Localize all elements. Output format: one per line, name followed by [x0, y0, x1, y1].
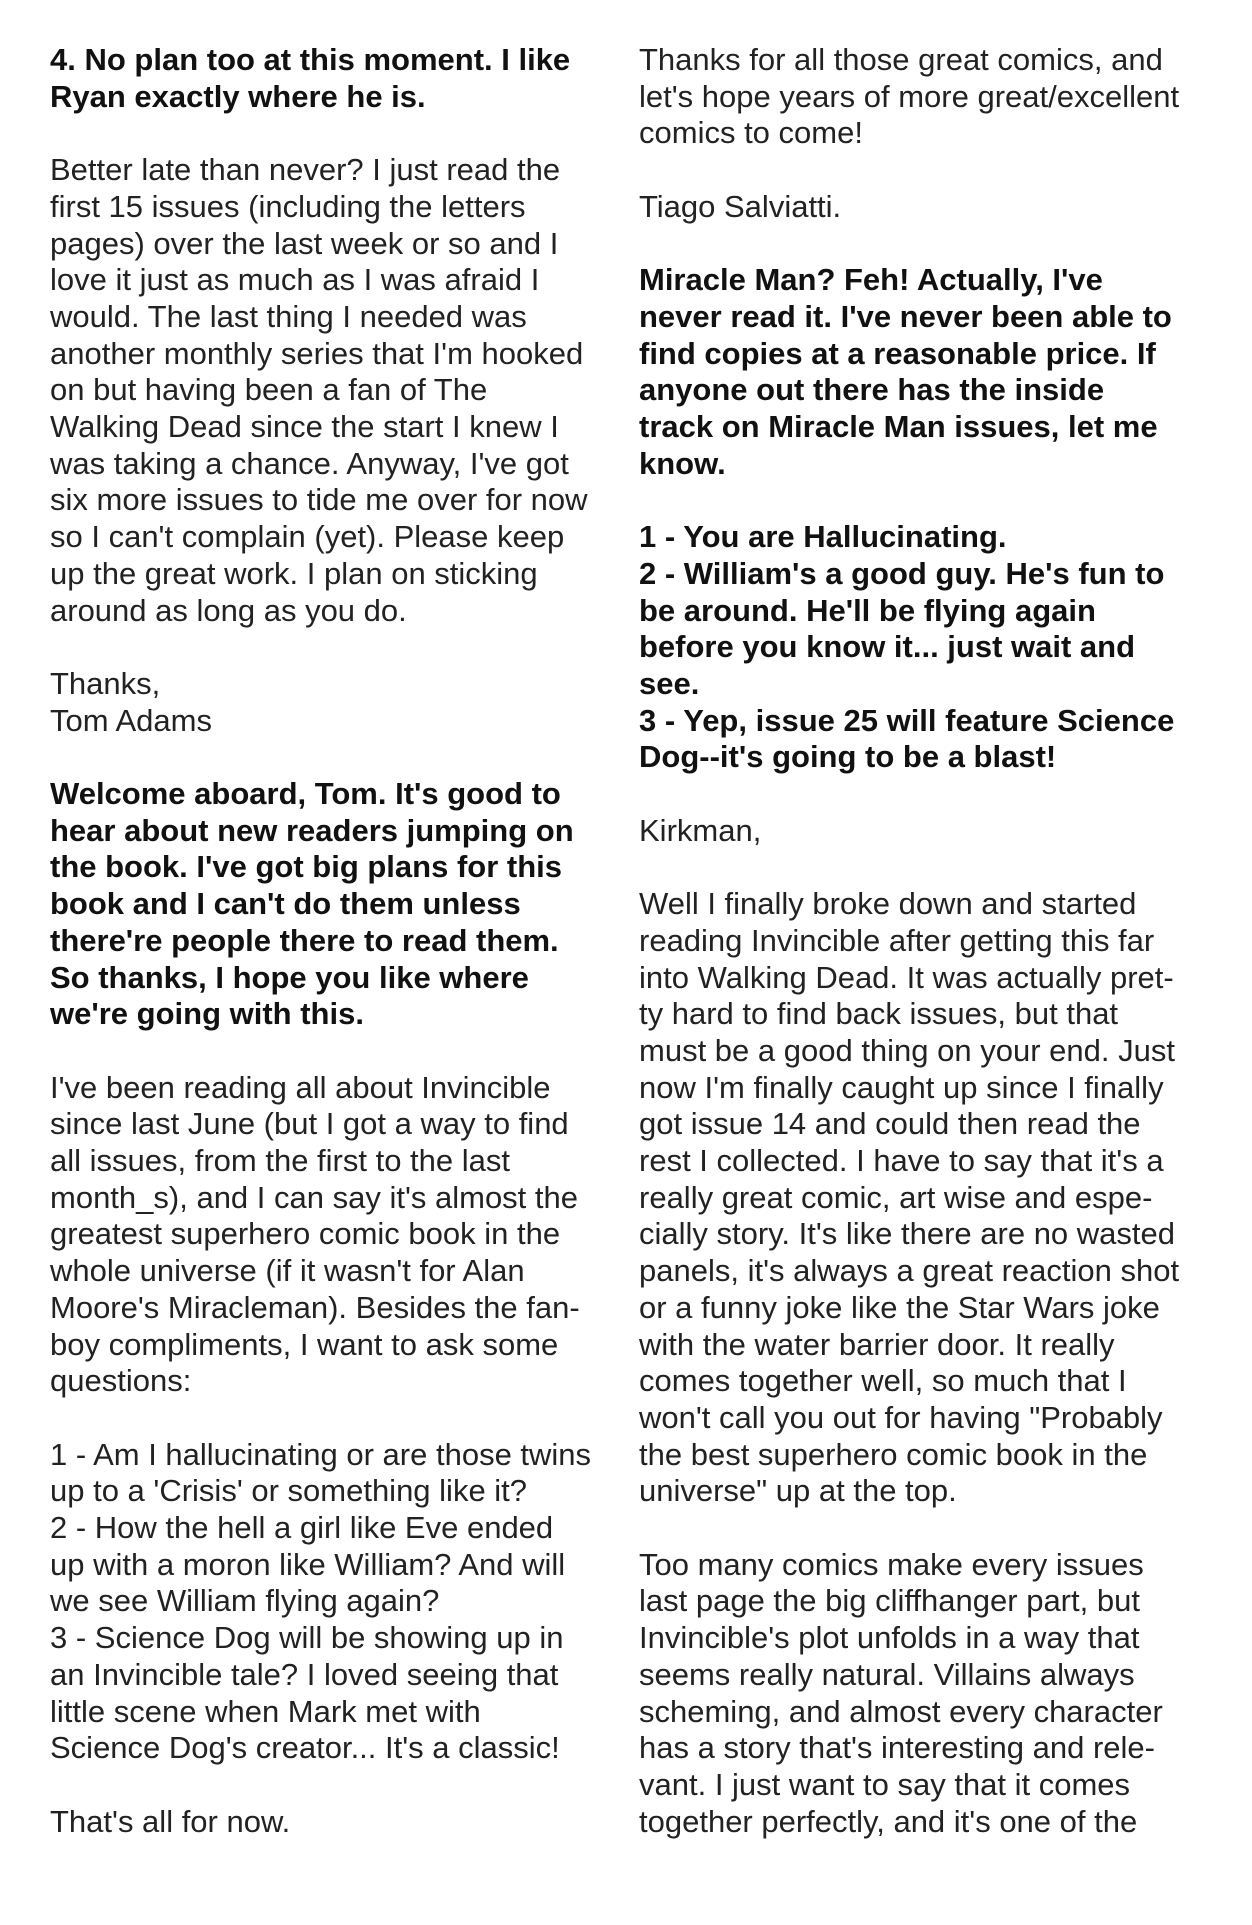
text-line: Miracle Man? Feh! Actually, I've	[639, 262, 1103, 298]
text-line: never read it. I've never been able to	[639, 298, 1172, 334]
text-line: we're going with this.	[50, 996, 364, 1032]
left-editor-reply	[50, 776, 610, 1033]
text-line: around as long as you do.	[50, 592, 407, 628]
text-line: won't call you out for having "Probably	[639, 1399, 1163, 1435]
text-line: pages) over the last week or so and I	[50, 225, 559, 261]
text-line: reading Invincible after getting this far	[639, 922, 1155, 958]
text-line: Walking Dead since the start I knew I	[50, 409, 559, 445]
text-line: Kirkman,	[639, 812, 762, 848]
text-line: Too many comics make every issues	[639, 1546, 1144, 1582]
text-line: Better late than never? I just read the	[50, 152, 561, 188]
text-line: Dog--it's going to be a blast!	[639, 739, 1057, 775]
right-letter-paragraph	[639, 42, 1209, 152]
text-line: rest I collected. I have to say that it's a	[639, 1143, 1164, 1179]
text-line: hear about new readers jumping on	[50, 812, 574, 848]
text-line: let's hope years of more great/excellent	[639, 78, 1180, 114]
text-line: questions:	[50, 1363, 192, 1399]
text-line: Thanks for all those great comics, and	[639, 42, 1163, 77]
text-line: 1 - Am I hallucinating or are those twins	[50, 1436, 592, 1472]
text-line: comics to come!	[639, 115, 863, 151]
text-line: now I'm finally caught up since I finally	[639, 1069, 1164, 1105]
text-line: Moore's Miracleman). Besides the fan-	[50, 1289, 580, 1325]
text-line: anyone out there has the inside	[639, 372, 1105, 408]
right-letter-paragraph	[639, 1547, 1209, 1841]
text-line: there're people there to read them.	[50, 922, 559, 958]
text-line: must be a good thing on your end. Just	[639, 1032, 1175, 1068]
right-editor-reply	[639, 262, 1209, 482]
right-letter-paragraph	[639, 886, 1209, 1510]
text-line: with the water barrier door. It really	[639, 1326, 1115, 1362]
left-letter-paragraph	[50, 152, 610, 629]
text-line: Tom Adams	[50, 702, 212, 738]
text-line: 3 - Science Dog will be showing up in	[50, 1620, 564, 1656]
text-line: see.	[639, 665, 700, 701]
text-line: greatest superhero comic book in the	[50, 1216, 561, 1252]
right-column	[639, 42, 1209, 1877]
text-line: we see William flying again?	[50, 1583, 440, 1619]
text-line: last page the big cliffhanger part, but	[639, 1583, 1140, 1619]
text-line: vant. I just want to say that it comes	[639, 1766, 1131, 1802]
text-line: up to a 'Crisis' or something like it?	[50, 1473, 528, 1509]
left-letter-paragraph	[50, 666, 610, 739]
text-line: That's all for now.	[50, 1803, 291, 1839]
right-editor-reply	[639, 519, 1209, 776]
text-line: Well I finally broke down and started	[639, 886, 1137, 922]
text-line: up with a moron like William? And will	[50, 1546, 566, 1582]
text-line: since last June (but I got a way to find	[50, 1106, 569, 1142]
text-line: on but having been a fan of The	[50, 372, 488, 408]
text-line: ty hard to find back issues, but that	[639, 996, 1119, 1032]
text-line: track on Miracle Man issues, let me	[639, 409, 1158, 444]
text-line: 2 - How the hell a girl like Eve ended	[50, 1510, 554, 1546]
text-line: know.	[639, 445, 726, 481]
text-line: So thanks, I hope you like where	[50, 959, 529, 995]
text-line: find copies at a reasonable price. If	[639, 335, 1156, 371]
text-line: 4. No plan too at this moment. I like	[50, 42, 571, 77]
text-line: into Walking Dead. It was actually pret-	[639, 959, 1174, 995]
text-line: first 15 issues (including the letters	[50, 188, 526, 224]
text-line: universe" up at the top.	[639, 1473, 957, 1509]
text-line: the book. I've got big plans for this	[50, 849, 562, 885]
text-line: Science Dog's creator... It's a classic!	[50, 1730, 560, 1766]
text-line: boy compliments, I want to ask some	[50, 1326, 559, 1362]
text-line: before you know it... just wait and	[639, 629, 1136, 665]
left-editor-reply	[50, 42, 610, 115]
text-line: book and I can't do them unless	[50, 886, 521, 922]
text-line: really great comic, art wise and espe-	[639, 1179, 1153, 1215]
text-line: comes together well, so much that I	[639, 1363, 1127, 1399]
text-line: so I can't complain (yet). Please keep	[50, 519, 565, 555]
right-letter-paragraph	[639, 813, 1209, 850]
left-letter-paragraph	[50, 1070, 610, 1400]
text-line: was taking a chance. Anyway, I've got	[50, 445, 569, 481]
left-column	[50, 42, 610, 1877]
text-line: I've been reading all about Invincible	[50, 1069, 551, 1105]
text-line: would. The last thing I needed was	[50, 298, 527, 334]
left-letter-paragraph	[50, 1804, 610, 1841]
text-line: all issues, from the first to the last	[50, 1143, 511, 1179]
text-line: Welcome aboard, Tom. It's good to	[50, 776, 561, 812]
text-line: 1 - You are Hallucinating.	[639, 519, 1007, 555]
text-line: love it just as much as I was afraid I	[50, 262, 540, 298]
text-line: Tiago Salviatti.	[639, 188, 842, 224]
text-line: little scene when Mark met with	[50, 1693, 481, 1729]
text-line: or a funny joke like the Star Wars joke	[639, 1289, 1160, 1325]
text-line: be around. He'll be flying again	[639, 592, 1096, 628]
text-line: together perfectly, and it's one of the	[639, 1803, 1138, 1839]
text-line: Ryan exactly where he is.	[50, 78, 426, 114]
text-line: another monthly series that I'm hooked	[50, 335, 584, 371]
text-line: Invincible's plot unfolds in a way that	[639, 1620, 1140, 1656]
text-line: whole universe (if it wasn't for Alan	[50, 1253, 525, 1289]
text-line: has a story that's interesting and rele-	[639, 1730, 1155, 1766]
text-line: month_s), and I can say it's almost the	[50, 1179, 578, 1215]
text-line: got issue 14 and could then read the	[639, 1106, 1141, 1142]
text-line: 3 - Yep, issue 25 will feature Science	[639, 702, 1175, 738]
text-line: 2 - William's a good guy. He's fun to	[639, 555, 1165, 591]
text-line: cially story. It's like there are no wasted	[639, 1216, 1176, 1252]
text-line: six more issues to tide me over for now	[50, 482, 588, 518]
text-line: seems really natural. Villains always	[639, 1656, 1135, 1692]
text-line: up the great work. I plan on sticking	[50, 555, 538, 591]
text-line: an Invincible tale? I loved seeing that	[50, 1656, 559, 1692]
right-letter-paragraph	[639, 189, 1209, 226]
text-line: panels, it's always a great reaction shot	[639, 1253, 1180, 1289]
text-line: the best superhero comic book in the	[639, 1436, 1148, 1472]
text-line: scheming, and almost every character	[639, 1693, 1163, 1729]
left-letter-paragraph	[50, 1437, 610, 1767]
text-line: Thanks,	[50, 665, 161, 701]
